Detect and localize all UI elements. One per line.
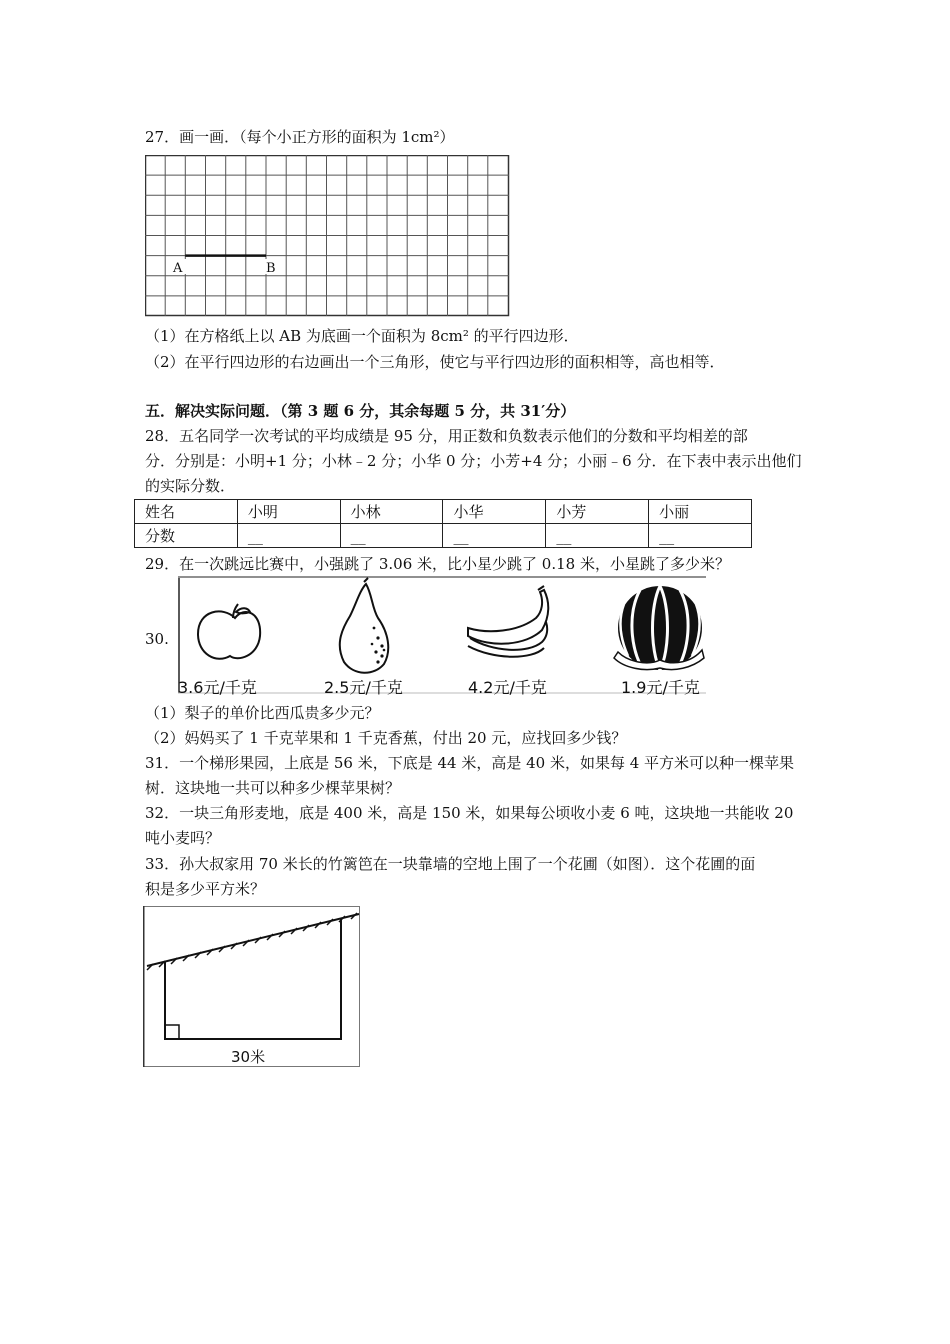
- grid-paper[interactable]: [145, 155, 510, 317]
- q28-line3: 的实际分数．: [145, 477, 236, 495]
- q31-line2: 树．这块地一共可以种多少棵苹果树？: [145, 779, 401, 797]
- score-table: [134, 499, 752, 548]
- table-cell: 小明: [237, 500, 340, 524]
- q33-line1: 33．孙大叔家用 70 米长的竹篱笆在一块靠墙的空地上围了一个花圃（如图）．这个花圃的面: [145, 855, 756, 873]
- q27-title: 27．画一画．（每个小正方形的面积为 1cm²）: [145, 128, 455, 146]
- q30-sub1: （1）梨子的单价比西瓜贵多少元？: [145, 704, 380, 722]
- answer-blank[interactable]: __: [237, 524, 340, 548]
- q31-line1: 31．一个梯形果园，上底是 56 米，下底是 44 米，高是 40 米，如果每 4 平方米可以种一棵苹果: [145, 754, 795, 772]
- q29-text: 29．在一次跳远比赛中，小强跳了 3.06 米，比小星少跳了 0.18 米，小星跳了多少米？: [145, 555, 730, 573]
- answer-blank[interactable]: __: [443, 524, 546, 548]
- q28-line2: 分．分别是：小明+1 分；小林﹣2 分；小华 0 分；小芳+4 分；小丽﹣6 分．在下表中表示出他们: [145, 452, 802, 470]
- figure-label-30m: 30米: [231, 1048, 266, 1066]
- section5-heading: 五．解决实际问题．（第 3 题 6 分，其余每题 5 分，共 31′分）: [145, 402, 576, 420]
- table-cell: 小林: [340, 500, 443, 524]
- table-cell: 小芳: [546, 500, 649, 524]
- price-banana: 4.2元/千克: [468, 678, 547, 697]
- garden-figure: [143, 906, 361, 1068]
- q27-sub2: （2）在平行四边形的右边画出一个三角形，使它与平行四边形的面积相等，高也相等．: [145, 353, 725, 371]
- right-angle-mark: [165, 1025, 179, 1039]
- wall-line: [147, 914, 359, 966]
- fruit-price-figure: [178, 576, 708, 697]
- answer-blank[interactable]: __: [546, 524, 649, 548]
- banana-icon: [468, 586, 548, 657]
- q30-sub2: （2）妈妈买了 1 千克苹果和 1 千克香蕉，付出 20 元，应找回多少钱？: [145, 729, 627, 747]
- q27-sub1: （1）在方格纸上以 AB 为底画一个面积为 8cm² 的平行四边形．: [145, 327, 579, 345]
- price-pear: 2.5元/千克: [324, 678, 403, 697]
- point-b-label: B: [266, 261, 276, 276]
- q33-line2: 积是多少平方米？: [145, 880, 266, 898]
- q28-line1: 28．五名同学一次考试的平均成绩是 95 分，用正数和负数表示他们的分数和平均相差的部: [145, 427, 748, 445]
- price-watermelon: 1.9元/千克: [621, 678, 700, 697]
- point-a-label: A: [173, 261, 183, 276]
- table-cell: 分数: [135, 524, 238, 548]
- pear-icon: [340, 578, 389, 673]
- table-cell: 小丽: [649, 500, 752, 524]
- apple-icon: [198, 604, 260, 659]
- table-row-scores: [135, 524, 752, 548]
- q32-line2: 吨小麦吗？: [145, 829, 221, 847]
- fence-outline: [165, 918, 341, 1039]
- table-row-header: [135, 500, 752, 524]
- grid-lines: [145, 155, 509, 316]
- price-apple: 3.6元/千克: [178, 678, 257, 697]
- q32-line1: 32．一块三角形麦地，底是 400 米，高是 150 米，如果每公顷收小麦 6 吨，这块地一共能收 20: [145, 804, 794, 822]
- table-cell: 姓名: [135, 500, 238, 524]
- q30-label: 30.: [145, 630, 169, 648]
- answer-blank[interactable]: __: [340, 524, 443, 548]
- watermelon-icon: [614, 586, 704, 670]
- answer-blank[interactable]: __: [649, 524, 752, 548]
- table-cell: 小华: [443, 500, 546, 524]
